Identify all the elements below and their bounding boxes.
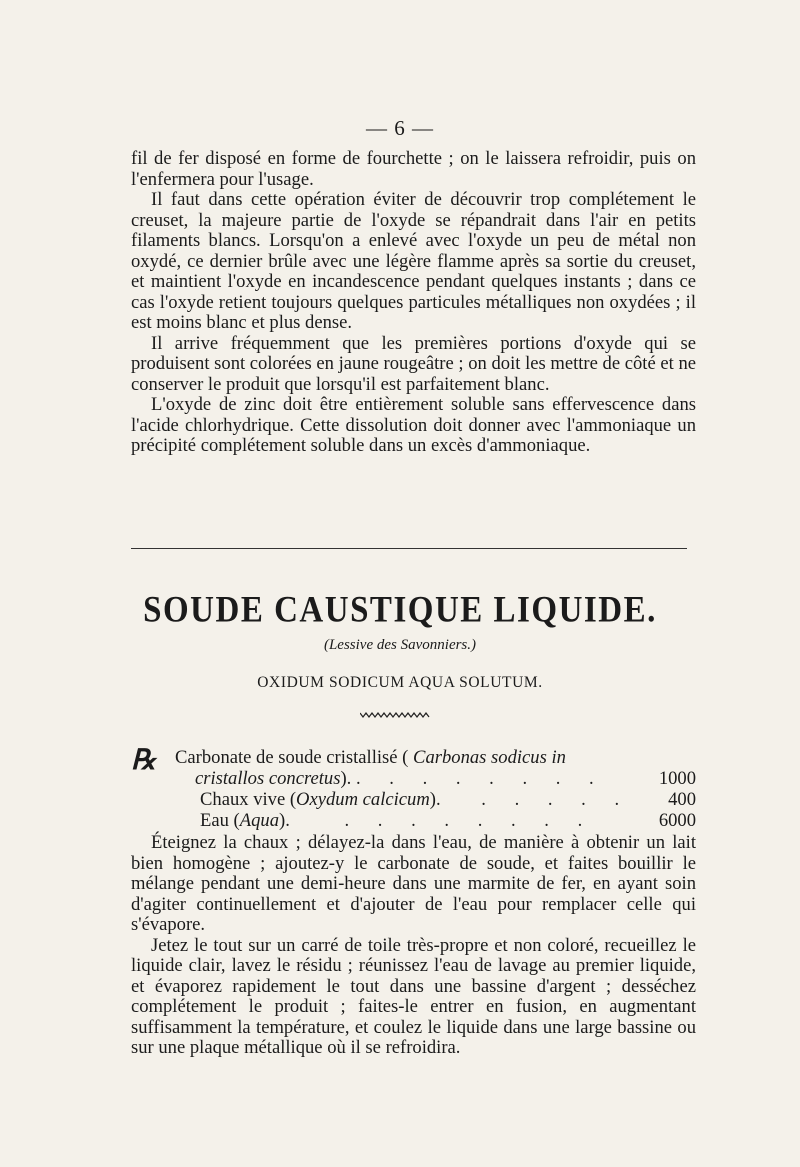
ingredient-line [200,810,594,832]
ingredient-quantity: 400 [668,789,696,810]
paragraph: L'oxyde de zinc doit être entièrement soluble sans effervescence dans l'acide chlorhydrique. Cette dissolution doit donner avec l'ammoniaque un précipité complétement soluble dans un excès d'ammoniaque. [131,394,696,456]
ingredient-quantity: 1000 [658,768,696,789]
ingredient-close: ). [429,789,441,810]
ingredient-name: Eau ( [200,810,240,831]
ingredient-line-render: Carbonate de soude cristallisé ( Carbonas sodicus in [175,747,566,768]
section-subtitle: (Lessive des Savonniers.) [323,637,477,653]
ingredient-latin: Oxydum calcicum [296,789,430,810]
leader-dots: . . . . . . . . [344,810,595,831]
ingredient-line [200,789,631,811]
ingredient-latin: Aqua [239,810,279,831]
ingredient-name: Chaux vive ( [200,789,297,810]
paragraph: fil de fer disposé en forme de fourchette ; on le laissera refroidir, puis on l'enfermera pour l'usage. [131,148,696,190]
leader-dots: . . . . . . . . [355,768,606,789]
ingredient-close: ). [340,768,356,789]
section-latin-name: OXIDUM SODICUM AQUA SOLUTUM. [257,674,543,691]
intro-text [131,149,696,457]
leader-dots: . . . . . [481,789,632,810]
ingredient-close: ). [279,810,290,831]
section-divider [131,548,687,549]
ingredient-latin-part: cristallos concretus [195,768,341,789]
recipe-symbol: ℞ [131,745,157,776]
ingredient-line [195,768,606,790]
ornament-divider [360,710,430,720]
paragraph: Il arrive fréquemment que les premières portions d'oxyde qui se produisent sont colorées en jaune rougeâtre ; on doit les mettre de côté et ne conserver le produit que lorsqu'il est parfaitement blanc. [131,332,696,395]
paragraph: Jetez le tout sur un carré de toile très-propre et non coloré, recueillez le liquide clair, lavez le résidu ; réunissez l'eau de lavage au premier liquide, et évaporez rapidement le tout dans une bassine d'argent ; desséchez complétement le produit ; faites-le entrer en fusion, en augmentant suffisamment la température, et coulez le liquide dans une large bassine ou sur une plaque métallique où il se refroidira. [131,934,696,1058]
page-number: — 6 — [366,116,434,140]
paragraph: Il faut dans cette opération éviter de découvrir trop complétement le creuset, la majeure partie de l'oxyde se répandrait dans l'air en petits filaments blancs. Lorsqu'on a enlevé avec l'oxyde un peu de métal non oxydé, ce dernier brûle avec une légère flamme après sa sortie du creuset, et maintient l'oxyde en incandescence pendant quelques instants ; dans ce cas l'oxyde retient toujours quelques particules métalliques non oxydées ; il est moins blanc et plus dense. [131,189,696,333]
paragraph: Éteignez la chaux ; délayez-la dans l'eau, de manière à obtenir un lait bien homogène ; ajoutez-y le carbonate de soude, et faites bouillir le mélange pendant une demi-heure dans une marmite de fer, en ayant soin d'agiter continuellement et d'ajouter de l'eau pour remplacer celle qui s'évapore. [131,832,696,935]
section-title: SOUDE CAUSTIQUE LIQUIDE. [143,590,657,631]
method-text [131,833,696,1059]
ingredient-quantity: 6000 [658,810,696,831]
ingredient-latin-part: Carbonas sodicus in [413,747,566,768]
